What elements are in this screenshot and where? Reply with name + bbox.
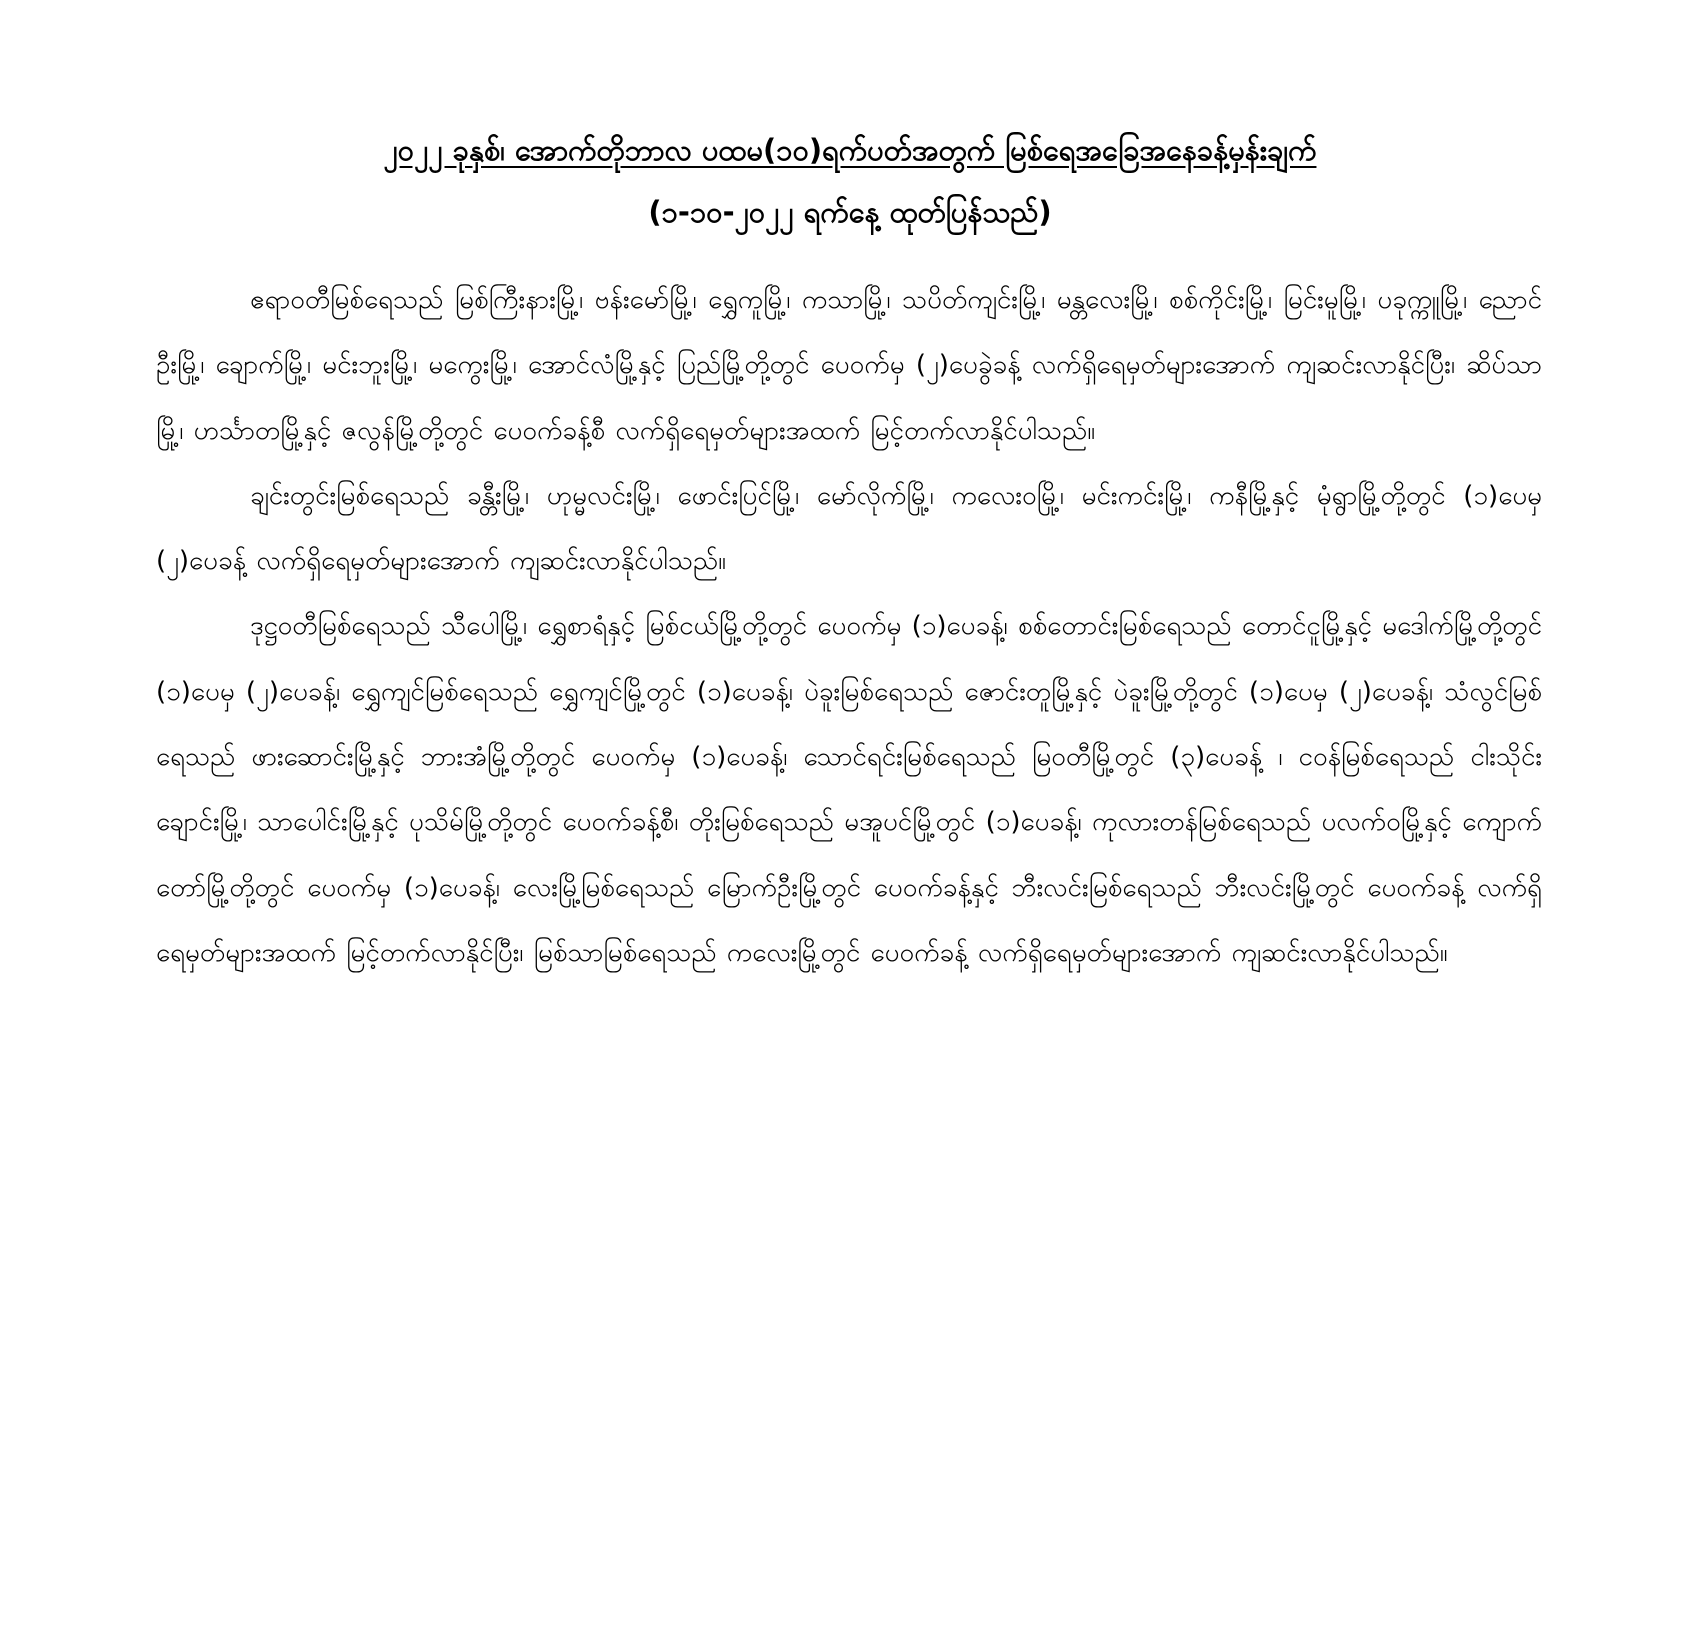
document-title: ၂၀၂၂ ခုနှစ်၊ အောက်တိုဘာလ ပထမ(၁၀)ရက်ပတ်အတွက် မြစ်ရေအခြေအနေခန့်မှန်းချက် xyxy=(383,133,1317,167)
paragraph-chindwin: ချင်းတွင်းမြစ်ရေသည် ခန္တီးမြို့၊ ဟုမ္မလင်းမြို့၊ ဖောင်းပြင်မြို့၊ မော်လိုက်မြို့၊ ကလေးဝမြို့၊ မင်းကင်းမြို့၊ ကနီမြို့နှင့် မုံရွာမြို့တို့တွင် (၁)ပေမှ (၂)ပေခန့် လက်ရှိရေမှတ်များအောက် ကျဆင်းလာနိုင်ပါသည်။ xyxy=(156,480,1542,577)
paragraph-other-rivers: ဒုဋ္ဌဝတီမြစ်ရေသည် သီပေါမြို့၊ ရွှေစာရံနှင့် မြစ်ငယ်မြို့တို့တွင် ပေ၀က်မှ (၁)ပေခန့်၊ စစ်တောင်းမြစ်ရေသည် တောင်ငူမြို့နှင့် မဒေါက်မြို့တို့တွင် (၁)ပေမှ (၂)ပေခန့်၊ ရွှေကျင်မြစ်ရေသည် ရွှေကျင်မြို့တွင် (၁)ပေခန့်၊ ပဲခူးမြစ်ရေသည် ဇောင်းတူမြို့နှင့် ပဲခူးမြို့တို့တွင် (၁)ပေမှ (၂)ပေခန့်၊ သံလွင်မြစ်ရေသည် ဖားဆောင်းမြို့နှင့် ဘားအံမြို့တို့တွင် ပေ၀က်မှ (၁)ပေခန့်၊ သောင်ရင်းမြစ်ရေသည် မြဝတီမြို့တွင် (၃)ပေခန့် ၊ ငဝန်မြစ်ရေသည် ငါးသိုင်းချောင်းမြို့၊ သာပေါင်းမြို့နှင့် ပုသိမ်မြို့တို့တွင် ပေ၀က်ခန့်စီ၊ တိုးမြစ်ရေသည် မအူပင်မြို့တွင် (၁)ပေခန့်၊ ကုလားတန်မြစ်ရေသည် ပလက်ဝမြို့နှင့် ကျောက်တော်မြို့တို့တွင် ပေ၀က်မှ (၁)ပေခန့်၊ လေးမြို့မြစ်ရေသည် မြောက်ဦးမြို့တွင် ပေ၀က်ခန့်နှင့် ဘီးလင်းမြစ်ရေသည် ဘီးလင်းမြို့တွင် ပေ၀က်ခန့် လက်ရှိရေမှတ်များအထက် မြင့်တက်လာနိုင်ပြီး၊ မြစ်သာမြစ်ရေသည် ကလေးမြို့တွင် ပေ၀က်ခန့် လက်ရှိရေမှတ်များအောက် ကျဆင်းလာနိုင်ပါသည်။ xyxy=(156,611,1542,968)
release-date-subtitle: (၁-၁၀-၂၀၂၂ ရက်နေ့ ထုတ်ပြန်သည်) xyxy=(648,195,1052,229)
paragraph-ayeyarwady: ဧရာဝတီမြစ်ရေသည် မြစ်ကြီးနားမြို့၊ ဗန်းမော်မြို့၊ ရွှေကူမြို့၊ ကသာမြို့၊ သပိတ်ကျင်းမြို့၊ မန္တလေးမြို့၊ စစ်ကိုင်းမြို့၊ မြင်းမူမြို့၊ ပခုက္ကူမြို့၊ ညောင်ဦးမြို့၊ ချောက်မြို့၊ မင်းဘူးမြို့၊ မကွေးမြို့၊ အောင်လံမြို့နှင့် ပြည်မြို့တို့တွင် ပေ၀က်မှ (၂)ပေခွဲခန့် လက်ရှိရေမှတ်များအောက် ကျဆင်းလာနိုင်ပြီး၊ ဆိပ်သာမြို့၊ ဟင်္သာတမြို့နှင့် ဇလွန်မြို့တို့တွင် ပေ၀က်ခန့်စီ လက်ရှိရေမှတ်များအထက် မြင့်တက်လာနိုင်ပါသည်။ xyxy=(156,285,1542,446)
document-body xyxy=(156,268,1542,986)
